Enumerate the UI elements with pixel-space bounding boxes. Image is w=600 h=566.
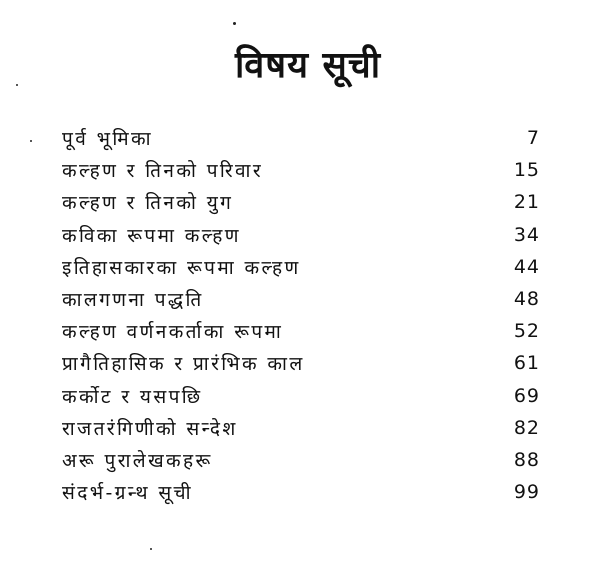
toc-entry-page-number: 88 — [513, 448, 540, 471]
toc-entry-title: अरू पुरालेखकहरू — [62, 449, 213, 472]
toc-entry — [62, 251, 540, 283]
toc-entry-title: कल्हण वर्णनकर्ताका रूपमा — [62, 321, 284, 344]
print-speck — [150, 548, 152, 550]
toc-entry — [62, 122, 540, 154]
toc-entry-title: प्रागैतिहासिक र प्रारंभिक काल — [62, 353, 305, 376]
toc-entry-page-number: 34 — [513, 223, 540, 246]
toc-entry-page-number: 7 — [526, 127, 540, 150]
print-speck — [30, 140, 32, 142]
toc-entry-title: कल्हण र तिनको परिवार — [62, 160, 264, 183]
toc-entry — [62, 154, 540, 186]
toc-entry — [62, 315, 540, 347]
page-title: विषय सूची — [234, 45, 382, 86]
toc-entry-page-number: 48 — [513, 288, 540, 311]
toc-entry-title: राजतरंगिणीको सन्देश — [62, 417, 238, 440]
toc-entry-page-number: 61 — [513, 352, 540, 375]
toc-entry — [62, 444, 540, 476]
print-speck — [233, 22, 236, 25]
toc-entry — [62, 219, 540, 251]
toc-entry — [62, 283, 540, 315]
toc-entry — [62, 412, 540, 444]
toc-entry-title: संदर्भ-ग्रन्थ सूची — [62, 482, 193, 505]
toc-entry-title: पूर्व भूमिका — [62, 128, 153, 151]
toc-entry — [62, 186, 540, 218]
toc-entry-page-number: 21 — [513, 191, 540, 214]
table-of-contents — [62, 122, 540, 508]
toc-entry-title: इतिहासकारका रूपमा कल्हण — [62, 256, 301, 279]
toc-entry-page-number: 69 — [513, 384, 540, 407]
toc-entry — [62, 476, 540, 508]
toc-entry-title: कल्हण र तिनको युग — [62, 192, 234, 215]
toc-entry — [62, 347, 540, 379]
toc-entry-page-number: 15 — [513, 159, 540, 182]
toc-entry-page-number: 82 — [513, 416, 540, 439]
toc-entry-page-number: 44 — [513, 255, 540, 278]
toc-entry-page-number: 52 — [513, 320, 540, 343]
toc-entry-page-number: 99 — [513, 481, 540, 504]
toc-entry-title: कर्कोट र यसपछि — [62, 385, 203, 408]
toc-entry-title: कालगणना पद्धति — [62, 289, 204, 312]
toc-entry-title: कविका रूपमा कल्हण — [62, 224, 241, 247]
toc-entry — [62, 380, 540, 412]
